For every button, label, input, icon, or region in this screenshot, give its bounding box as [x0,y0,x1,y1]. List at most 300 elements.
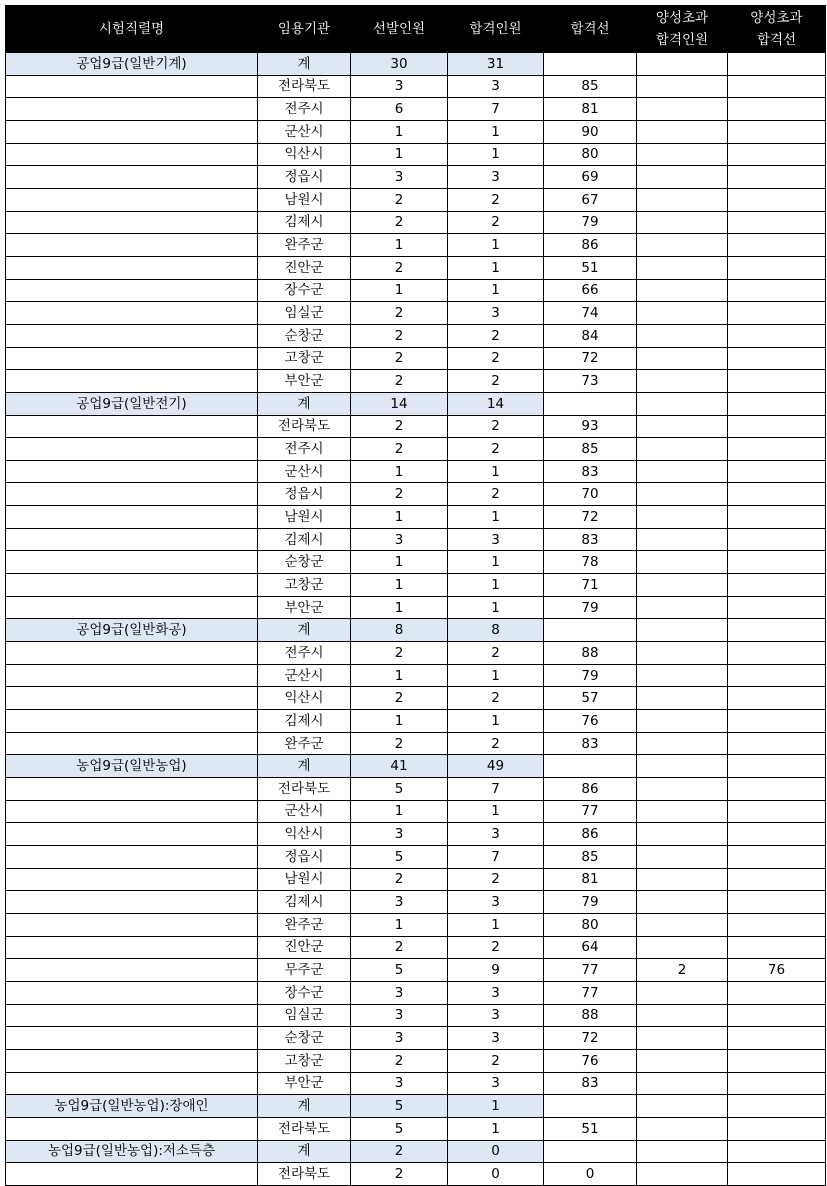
table-row [6,506,826,529]
cutoff-cell: 77 [544,959,637,982]
gender-passed-cell [637,778,728,801]
passed-cell: 2 [448,483,544,506]
passed-cell: 2 [448,415,544,438]
gender-passed-cell [637,528,728,551]
table-row [6,438,826,461]
selected-cell: 2 [351,324,448,347]
gender-cutoff-cell [728,1095,826,1118]
passed-cell: 2 [448,868,544,891]
table-row [6,370,826,393]
agency-cell: 김제시 [258,710,351,733]
gender-cutoff-cell [728,211,826,234]
gender-cutoff-cell [728,1027,826,1050]
passed-cell: 3 [448,823,544,846]
gender-cutoff-cell [728,574,826,597]
cutoff-cell: 85 [544,845,637,868]
passed-cell: 2 [448,642,544,665]
agency-cell: 고창군 [258,574,351,597]
agency-cell: 익산시 [258,143,351,166]
gender-passed-cell [637,619,728,642]
gender-passed-cell [637,166,728,189]
cutoff-cell: 83 [544,528,637,551]
selected-cell: 1 [351,279,448,302]
exam-cell [6,1049,258,1072]
exam-cell [6,868,258,891]
table-row [6,234,826,257]
table-row [6,188,826,211]
passed-cell: 3 [448,302,544,325]
cutoff-cell: 69 [544,166,637,189]
gender-passed-cell [637,415,728,438]
agency-cell: 김제시 [258,211,351,234]
table-row [6,1163,826,1186]
cutoff-cell: 93 [544,415,637,438]
selected-cell: 2 [351,1049,448,1072]
gender-cutoff-cell [728,438,826,461]
agency-cell: 고창군 [258,1049,351,1072]
selected-cell: 1 [351,234,448,257]
header-gender-passed-line1: 양성초과 [655,10,709,26]
selected-cell: 1 [351,143,448,166]
cutoff-cell: 0 [544,1163,637,1186]
cutoff-cell: 74 [544,302,637,325]
agency-cell: 고창군 [258,347,351,370]
table-row [6,936,826,959]
selected-cell: 3 [351,528,448,551]
passed-cell: 1 [448,460,544,483]
cutoff-cell: 88 [544,642,637,665]
passed-cell: 0 [448,1140,544,1163]
passed-cell: 2 [448,438,544,461]
exam-cell [6,256,258,279]
selected-cell: 5 [351,1095,448,1118]
agency-cell: 장수군 [258,981,351,1004]
selected-cell: 5 [351,1117,448,1140]
cutoff-cell: 86 [544,778,637,801]
gender-passed-cell: 2 [637,959,728,982]
table-row [6,778,826,801]
agency-cell: 계 [258,392,351,415]
exam-cell: 공업9급(일반기계) [6,53,258,76]
exam-cell: 농업9급(일반농업):장애인 [6,1095,258,1118]
table-row [6,959,826,982]
table-row [6,732,826,755]
gender-cutoff-cell [728,392,826,415]
gender-cutoff-cell [728,483,826,506]
gender-cutoff-cell [728,936,826,959]
gender-cutoff-cell [728,755,826,778]
selected-cell: 1 [351,506,448,529]
passed-cell: 1 [448,1117,544,1140]
cutoff-cell: 77 [544,981,637,1004]
exam-cell: 농업9급(일반농업) [6,755,258,778]
cutoff-cell: 79 [544,664,637,687]
gender-cutoff-cell [728,891,826,914]
cutoff-cell: 51 [544,256,637,279]
agency-cell: 부안군 [258,1072,351,1095]
gender-passed-cell [637,551,728,574]
selected-cell: 41 [351,755,448,778]
exam-cell [6,506,258,529]
gender-passed-cell [637,438,728,461]
passed-cell: 1 [448,256,544,279]
gender-cutoff-cell [728,302,826,325]
exam-cell [6,845,258,868]
selected-cell: 2 [351,370,448,393]
passed-cell: 49 [448,755,544,778]
passed-cell: 3 [448,1027,544,1050]
cutoff-cell: 79 [544,891,637,914]
table-header [6,6,826,53]
agency-cell: 무주군 [258,959,351,982]
gender-cutoff-cell [728,347,826,370]
exam-cell [6,370,258,393]
agency-cell: 익산시 [258,687,351,710]
exam-cell [6,823,258,846]
gender-passed-cell [637,483,728,506]
agency-cell: 계 [258,53,351,76]
table-row [6,279,826,302]
passed-cell: 1 [448,551,544,574]
exam-cell [6,551,258,574]
table-row [6,1117,826,1140]
group-total-row [6,53,826,76]
agency-cell: 계 [258,1095,351,1118]
passed-cell: 1 [448,664,544,687]
gender-cutoff-cell [728,823,826,846]
selected-cell: 2 [351,1140,448,1163]
passed-cell: 7 [448,845,544,868]
exam-cell [6,913,258,936]
gender-cutoff-cell [728,1004,826,1027]
cutoff-cell: 76 [544,710,637,733]
exam-cell [6,98,258,121]
exam-cell: 농업9급(일반농업):저소득층 [6,1140,258,1163]
passed-cell: 1 [448,506,544,529]
selected-cell: 1 [351,664,448,687]
agency-cell: 익산시 [258,823,351,846]
passed-cell: 9 [448,959,544,982]
agency-cell: 순창군 [258,551,351,574]
gender-passed-cell [637,936,728,959]
gender-cutoff-cell [728,1117,826,1140]
gender-cutoff-cell [728,1163,826,1186]
gender-passed-cell [637,120,728,143]
gender-cutoff-cell [728,234,826,257]
agency-cell: 군산시 [258,800,351,823]
agency-cell: 군산시 [258,460,351,483]
selected-cell: 2 [351,1163,448,1186]
gender-cutoff-cell [728,279,826,302]
table-row [6,483,826,506]
gender-cutoff-cell [728,1049,826,1072]
table-row [6,1004,826,1027]
passed-cell: 2 [448,936,544,959]
selected-cell: 1 [351,913,448,936]
cutoff-cell: 71 [544,574,637,597]
selected-cell: 3 [351,981,448,1004]
table-row [6,120,826,143]
cutoff-cell: 57 [544,687,637,710]
exam-cell [6,460,258,483]
table-row [6,75,826,98]
cutoff-cell: 73 [544,370,637,393]
selected-cell: 1 [351,551,448,574]
agency-cell: 순창군 [258,324,351,347]
gender-passed-cell [637,302,728,325]
cutoff-cell: 81 [544,98,637,121]
table-row [6,687,826,710]
selected-cell: 2 [351,438,448,461]
selected-cell: 2 [351,642,448,665]
exam-cell [6,936,258,959]
gender-passed-cell [637,1140,728,1163]
cutoff-cell: 81 [544,868,637,891]
table-row [6,1072,826,1095]
passed-cell: 1 [448,800,544,823]
group-total-row [6,619,826,642]
cutoff-cell: 70 [544,483,637,506]
agency-cell: 김제시 [258,528,351,551]
agency-cell: 완주군 [258,913,351,936]
gender-cutoff-cell [728,913,826,936]
gender-passed-cell [637,347,728,370]
exam-cell [6,302,258,325]
table-row [6,823,826,846]
exam-cell [6,1117,258,1140]
gender-cutoff-cell [728,1072,826,1095]
passed-cell: 3 [448,891,544,914]
cutoff-cell: 78 [544,551,637,574]
cutoff-cell [544,1095,637,1118]
gender-cutoff-cell [728,143,826,166]
passed-cell: 8 [448,619,544,642]
passed-cell: 3 [448,1072,544,1095]
gender-cutoff-cell [728,778,826,801]
passed-cell: 0 [448,1163,544,1186]
agency-cell: 남원시 [258,868,351,891]
cutoff-cell: 83 [544,732,637,755]
exam-cell [6,1163,258,1186]
table-row [6,302,826,325]
gender-cutoff-cell [728,460,826,483]
gender-cutoff-cell [728,664,826,687]
cutoff-cell: 90 [544,120,637,143]
cutoff-cell [544,1140,637,1163]
selected-cell: 5 [351,845,448,868]
cutoff-cell [544,619,637,642]
gender-cutoff-cell [728,868,826,891]
selected-cell: 2 [351,868,448,891]
gender-passed-cell [637,211,728,234]
header-gender-cutoff-line1: 양성초과 [750,10,803,26]
agency-cell: 정읍시 [258,166,351,189]
group-total-row [6,1140,826,1163]
agency-cell: 전라북도 [258,778,351,801]
header-agency: 임용기관 [258,6,351,53]
table-row [6,642,826,665]
cutoff-cell: 66 [544,279,637,302]
gender-passed-cell [637,1072,728,1095]
gender-cutoff-cell [728,981,826,1004]
exam-cell [6,188,258,211]
agency-cell: 부안군 [258,596,351,619]
gender-cutoff-cell [728,324,826,347]
agency-cell: 계 [258,619,351,642]
gender-passed-cell [637,256,728,279]
exam-cell [6,574,258,597]
selected-cell: 2 [351,347,448,370]
group-total-row [6,392,826,415]
selected-cell: 2 [351,687,448,710]
cutoff-cell: 80 [544,143,637,166]
exam-cell [6,1004,258,1027]
exam-cell [6,347,258,370]
gender-passed-cell [637,143,728,166]
gender-cutoff-cell [728,98,826,121]
cutoff-cell: 72 [544,506,637,529]
passed-cell: 1 [448,710,544,733]
cutoff-cell: 85 [544,75,637,98]
agency-cell: 군산시 [258,120,351,143]
exam-cell [6,528,258,551]
passed-cell: 3 [448,166,544,189]
passed-cell: 7 [448,778,544,801]
table-row [6,800,826,823]
selected-cell: 2 [351,732,448,755]
passed-cell: 7 [448,98,544,121]
exam-cell [6,120,258,143]
exam-cell [6,324,258,347]
exam-cell [6,279,258,302]
gender-passed-cell [637,913,728,936]
selected-cell: 2 [351,256,448,279]
selected-cell: 2 [351,415,448,438]
gender-passed-cell [637,596,728,619]
cutoff-cell: 86 [544,234,637,257]
table-row [6,324,826,347]
gender-cutoff-cell [728,551,826,574]
agency-cell: 군산시 [258,664,351,687]
cutoff-cell: 64 [544,936,637,959]
exam-cell [6,1027,258,1050]
exam-cell [6,75,258,98]
selected-cell: 3 [351,1072,448,1095]
selected-cell: 2 [351,188,448,211]
selected-cell: 8 [351,619,448,642]
agency-cell: 완주군 [258,732,351,755]
header-gender-cutoff [728,6,826,53]
selected-cell: 14 [351,392,448,415]
agency-cell: 전주시 [258,642,351,665]
agency-cell: 전라북도 [258,75,351,98]
cutoff-cell: 72 [544,347,637,370]
gender-passed-cell [637,1027,728,1050]
table-row [6,913,826,936]
gender-passed-cell [637,642,728,665]
gender-cutoff-cell [728,53,826,76]
agency-cell: 진안군 [258,936,351,959]
selected-cell: 30 [351,53,448,76]
gender-passed-cell [637,460,728,483]
table-row [6,1027,826,1050]
table-row [6,347,826,370]
gender-cutoff-cell [728,506,826,529]
gender-passed-cell [637,98,728,121]
gender-cutoff-cell [728,528,826,551]
passed-cell: 1 [448,574,544,597]
header-gender-passed [637,6,728,53]
gender-passed-cell [637,234,728,257]
gender-passed-cell [637,1004,728,1027]
exam-cell [6,959,258,982]
selected-cell: 3 [351,823,448,846]
passed-cell: 1 [448,913,544,936]
gender-passed-cell [637,324,728,347]
agency-cell: 진안군 [258,256,351,279]
gender-passed-cell [637,1163,728,1186]
exam-cell [6,664,258,687]
table-row [6,574,826,597]
exam-cell [6,800,258,823]
agency-cell: 완주군 [258,234,351,257]
exam-cell [6,143,258,166]
gender-passed-cell [637,1049,728,1072]
cutoff-cell: 83 [544,1072,637,1095]
passed-cell: 2 [448,732,544,755]
table-row [6,868,826,891]
gender-passed-cell [637,800,728,823]
cutoff-cell: 79 [544,211,637,234]
gender-passed-cell [637,1117,728,1140]
selected-cell: 1 [351,120,448,143]
cutoff-cell: 51 [544,1117,637,1140]
gender-cutoff-cell: 76 [728,959,826,982]
selected-cell: 3 [351,75,448,98]
gender-cutoff-cell [728,188,826,211]
gender-passed-cell [637,891,728,914]
passed-cell: 3 [448,1004,544,1027]
cutoff-cell: 88 [544,1004,637,1027]
agency-cell: 계 [258,755,351,778]
table-row [6,551,826,574]
table-row [6,596,826,619]
gender-passed-cell [637,574,728,597]
exam-cell [6,1072,258,1095]
gender-cutoff-cell [728,710,826,733]
selected-cell: 1 [351,460,448,483]
exam-cell [6,981,258,1004]
agency-cell: 전라북도 [258,1163,351,1186]
passed-cell: 3 [448,528,544,551]
table-row [6,528,826,551]
table-row [6,166,826,189]
passed-cell: 2 [448,1049,544,1072]
selected-cell: 5 [351,778,448,801]
passed-cell: 1 [448,596,544,619]
table-row [6,415,826,438]
passed-cell: 3 [448,75,544,98]
header-exam: 시험직렬명 [6,6,258,53]
cutoff-cell: 85 [544,438,637,461]
agency-cell: 정읍시 [258,483,351,506]
table-row [6,460,826,483]
gender-passed-cell [637,687,728,710]
exam-cell: 공업9급(일반전기) [6,392,258,415]
header-selected: 선발인원 [351,6,448,53]
agency-cell: 남원시 [258,506,351,529]
gender-passed-cell [637,279,728,302]
